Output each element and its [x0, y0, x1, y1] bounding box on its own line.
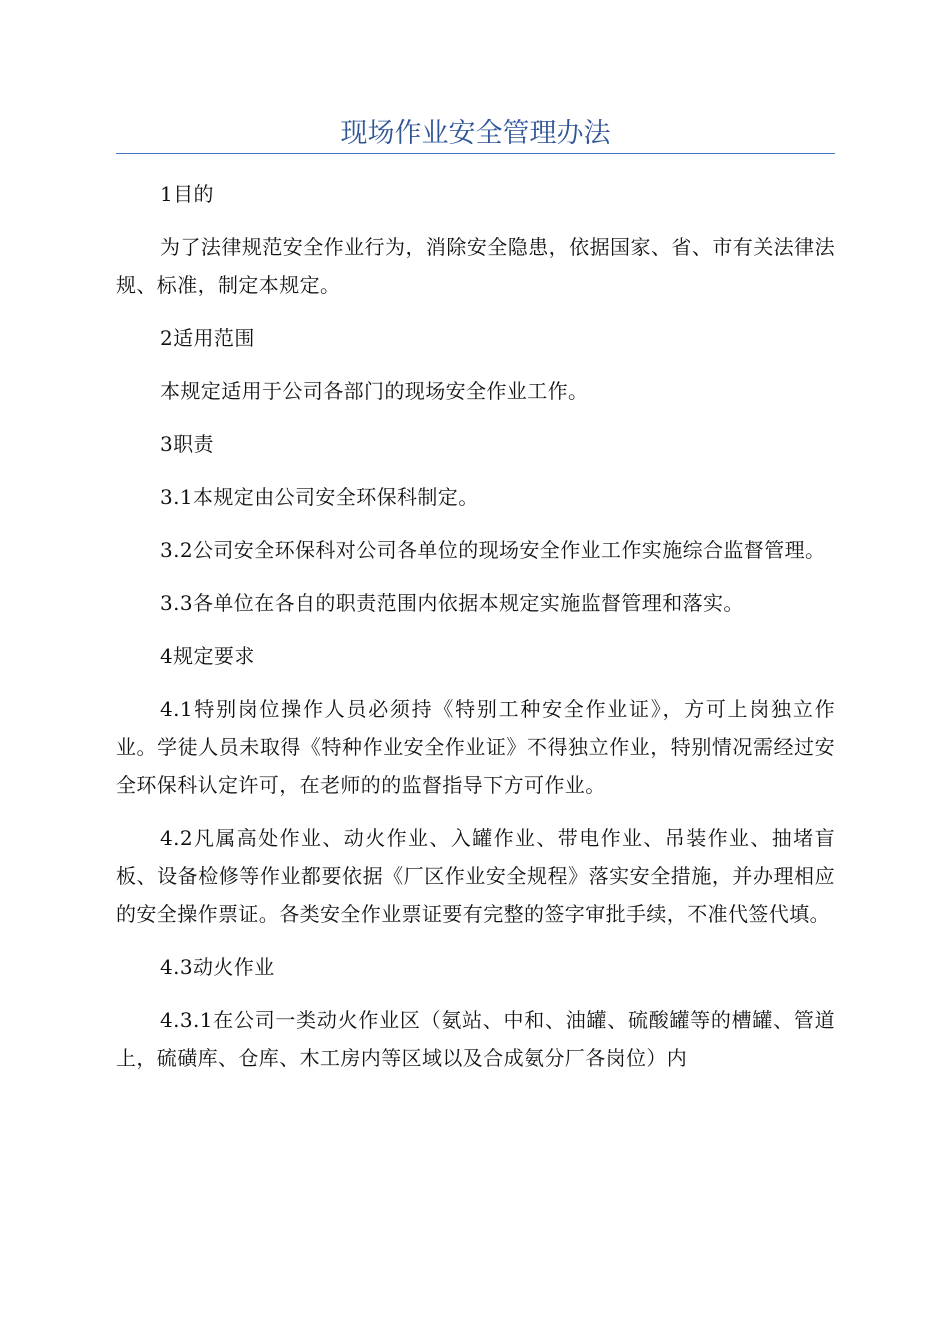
- clause-4-2: 4.2凡属高处作业、动火作业、入罐作业、带电作业、吊装作业、抽堵盲板、设备检修等作业都要依据《厂区作业安全规程》落实安全措施，并办理相应的安全操作票证。各类安全作业票证要有完整的签字审批手续，不准代签代填。: [116, 826, 835, 926]
- title-underline: [116, 153, 835, 154]
- clause-4-3: 4.3动火作业: [160, 955, 275, 979]
- clause-4-1: 4.1特别岗位操作人员必须持《特别工种安全作业证》，方可上岗独立作业。学徒人员未取得《特种作业安全作业证》不得独立作业，特别情况需经过安全环保科认定许可，在老师的的监督指导下方可作业。: [116, 697, 835, 797]
- clause-4-3-1: 4.3.1在公司一类动火作业区（氨站、中和、油罐、硫酸罐等的槽罐、管道上，硫磺库、仓库、木工房内等区域以及合成氨分厂各岗位）内: [116, 1008, 835, 1070]
- clause-3-3: 3.3各单位在各自的职责范围内依据本规定实施监督管理和落实。: [160, 591, 744, 615]
- heading-purpose: 1目的: [160, 182, 214, 206]
- clause-3-1: 3.1本规定由公司安全环保科制定。: [160, 485, 479, 509]
- heading-scope: 2适用范围: [160, 326, 255, 350]
- clause-3-2: 3.2公司安全环保科对公司各单位的现场安全作业工作实施综合监督管理。: [160, 538, 826, 562]
- heading-requirements: 4规定要求: [160, 644, 255, 668]
- paragraph-purpose: 为了法律规范安全作业行为，消除安全隐患，依据国家、省、市有关法律法规、标准，制定本规定。: [116, 235, 835, 297]
- document-title: 现场作业安全管理办法: [340, 118, 611, 149]
- paragraph-scope: 本规定适用于公司各部门的现场安全作业工作。: [160, 379, 589, 403]
- heading-responsibilities: 3职责: [160, 432, 214, 456]
- document-body: [116, 175, 835, 1092]
